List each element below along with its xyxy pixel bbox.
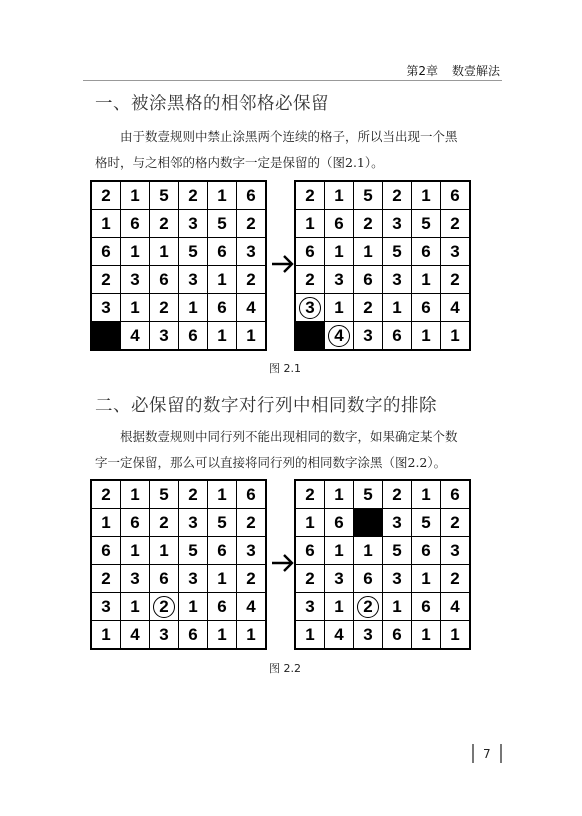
section-2-paragraph xyxy=(95,424,505,476)
grid-cell: 6 xyxy=(412,238,440,265)
running-header xyxy=(406,62,500,79)
grid-cell: 2 xyxy=(296,481,324,508)
grid-cell: 4 xyxy=(441,593,469,620)
grid-cell: 6 xyxy=(412,294,440,321)
grid-cell: 2 xyxy=(150,294,178,321)
grid-cell: 1 xyxy=(325,238,353,265)
grid-cell: 2 xyxy=(237,266,265,293)
grid-cell: 3 xyxy=(179,266,207,293)
grid-cell: 2 xyxy=(150,210,178,237)
grid-cell: 1 xyxy=(121,481,149,508)
grid-cell: 4 xyxy=(121,621,149,648)
circled-cell xyxy=(150,593,178,620)
grid-cell: 1 xyxy=(325,294,353,321)
folio-bar xyxy=(500,744,502,763)
grid-cell: 2 xyxy=(441,565,469,592)
grid-cell: 2 xyxy=(92,481,120,508)
grid-cell: 2 xyxy=(441,266,469,293)
grid-cell: 1 xyxy=(208,565,236,592)
grid-cell: 1 xyxy=(237,322,265,349)
grid-cell: 2 xyxy=(441,509,469,536)
grid-cell: 2 xyxy=(92,266,120,293)
grid-cell: 1 xyxy=(412,621,440,648)
grid-cell: 4 xyxy=(237,294,265,321)
grid-cell: 1 xyxy=(92,509,120,536)
puzzle-grid-2-1-after xyxy=(294,180,471,351)
grid-cell: 3 xyxy=(354,322,382,349)
grid-cell: 1 xyxy=(208,481,236,508)
grid-cell: 3 xyxy=(383,266,411,293)
circled-number: 3 xyxy=(299,297,321,319)
grid-cell: 2 xyxy=(92,182,120,209)
paragraph-line: 格时，与之相邻的格内数字一定是保留的（图2.1）。 xyxy=(95,155,384,170)
grid-cell: 1 xyxy=(383,593,411,620)
grid-cell: 3 xyxy=(121,266,149,293)
grid-cell: 1 xyxy=(296,621,324,648)
grid-cell: 2 xyxy=(237,509,265,536)
grid-cell: 6 xyxy=(412,593,440,620)
grid-cell: 3 xyxy=(325,266,353,293)
grid-cell: 1 xyxy=(325,481,353,508)
grid-cell: 1 xyxy=(296,210,324,237)
circled-number: 4 xyxy=(328,325,350,347)
grid-cell: 1 xyxy=(354,238,382,265)
section-1-paragraph xyxy=(95,124,505,176)
grid-cell: 1 xyxy=(208,322,236,349)
grid-cell: 3 xyxy=(296,593,324,620)
puzzle-grid-2-2-after xyxy=(294,479,471,650)
grid-cell: 1 xyxy=(383,294,411,321)
grid-cell: 3 xyxy=(150,621,178,648)
page-number-box xyxy=(472,744,502,763)
grid-cell: 2 xyxy=(296,565,324,592)
grid-cell: 3 xyxy=(179,210,207,237)
grid-cell: 6 xyxy=(412,537,440,564)
grid-cell: 1 xyxy=(441,322,469,349)
grid-cell: 6 xyxy=(237,182,265,209)
shaded-cell xyxy=(296,322,324,349)
grid-cell: 6 xyxy=(150,266,178,293)
grid-cell: 1 xyxy=(412,565,440,592)
circled-number: 2 xyxy=(153,596,175,618)
paragraph-line: 根据数壹规则中同行列不能出现相同的数字，如果确定某个数 xyxy=(120,429,458,444)
grid-cell: 3 xyxy=(121,565,149,592)
grid-cell: 6 xyxy=(121,210,149,237)
grid-cell: 5 xyxy=(179,238,207,265)
grid-cell: 6 xyxy=(354,565,382,592)
grid-cell: 6 xyxy=(296,537,324,564)
grid-cell: 6 xyxy=(325,210,353,237)
grid-cell: 3 xyxy=(354,621,382,648)
grid-cell: 2 xyxy=(354,294,382,321)
grid-cell: 3 xyxy=(325,565,353,592)
grid-cell: 1 xyxy=(237,621,265,648)
grid-cell: 5 xyxy=(412,210,440,237)
grid-cell: 3 xyxy=(383,210,411,237)
grid-cell: 3 xyxy=(441,537,469,564)
grid-cell: 1 xyxy=(208,182,236,209)
grid-cell: 1 xyxy=(150,537,178,564)
grid-cell: 1 xyxy=(412,322,440,349)
grid-cell: 1 xyxy=(179,294,207,321)
grid-cell: 6 xyxy=(208,294,236,321)
grid-cell: 3 xyxy=(441,238,469,265)
grid-cell: 1 xyxy=(121,182,149,209)
grid-cell: 4 xyxy=(237,593,265,620)
grid-cell: 1 xyxy=(412,266,440,293)
grid-cell: 2 xyxy=(179,481,207,508)
grid-cell: 3 xyxy=(237,537,265,564)
grid-cell: 6 xyxy=(383,322,411,349)
grid-cell: 3 xyxy=(150,322,178,349)
grid-cell: 5 xyxy=(150,481,178,508)
grid-cell: 6 xyxy=(92,537,120,564)
grid-cell: 3 xyxy=(92,294,120,321)
grid-cell: 3 xyxy=(179,509,207,536)
shaded-cell xyxy=(92,322,120,349)
circled-cell xyxy=(354,593,382,620)
grid-cell: 6 xyxy=(121,509,149,536)
grid-cell: 1 xyxy=(121,294,149,321)
paragraph-line: 由于数壹规则中禁止涂黑两个连续的格子，所以当出现一个黑 xyxy=(120,129,458,144)
grid-cell: 6 xyxy=(237,481,265,508)
chapter-title: 数壹解法 xyxy=(451,64,500,78)
grid-cell: 6 xyxy=(150,565,178,592)
grid-cell: 1 xyxy=(412,182,440,209)
grid-cell: 4 xyxy=(325,621,353,648)
grid-cell: 2 xyxy=(354,210,382,237)
grid-cell: 5 xyxy=(150,182,178,209)
shaded-cell xyxy=(354,509,382,536)
grid-cell: 4 xyxy=(441,294,469,321)
grid-cell: 6 xyxy=(179,322,207,349)
chapter-number: 第2章 xyxy=(406,64,438,78)
section-heading-2: 二、必保留的数字对行列中相同数字的排除 xyxy=(95,396,437,416)
grid-cell: 1 xyxy=(325,537,353,564)
grid-cell: 2 xyxy=(383,182,411,209)
grid-cell: 1 xyxy=(208,266,236,293)
grid-cell: 5 xyxy=(383,238,411,265)
page-number: 7 xyxy=(483,746,491,761)
grid-cell: 3 xyxy=(383,565,411,592)
figure-caption-2-2: 图 2.2 xyxy=(269,662,301,675)
grid-cell: 2 xyxy=(383,481,411,508)
paragraph-line: 字一定保留，那么可以直接将同行列的相同数字涂黑（图2.2）。 xyxy=(95,455,447,470)
right-arrow-icon xyxy=(271,551,295,575)
grid-cell: 6 xyxy=(208,537,236,564)
grid-cell: 6 xyxy=(208,593,236,620)
section-heading-1: 一、被涂黑格的相邻格必保留 xyxy=(95,94,329,114)
grid-cell: 5 xyxy=(208,210,236,237)
grid-cell: 4 xyxy=(121,322,149,349)
grid-cell: 5 xyxy=(208,509,236,536)
grid-cell: 1 xyxy=(92,210,120,237)
grid-cell: 6 xyxy=(354,266,382,293)
grid-cell: 1 xyxy=(121,238,149,265)
header-rule xyxy=(83,80,502,81)
grid-cell: 1 xyxy=(354,537,382,564)
grid-cell: 1 xyxy=(325,182,353,209)
grid-cell: 6 xyxy=(179,621,207,648)
grid-cell: 2 xyxy=(296,266,324,293)
grid-cell: 1 xyxy=(121,593,149,620)
grid-cell: 1 xyxy=(296,509,324,536)
grid-cell: 3 xyxy=(237,238,265,265)
grid-cell: 2 xyxy=(237,565,265,592)
grid-cell: 2 xyxy=(296,182,324,209)
right-arrow-icon xyxy=(271,252,295,276)
grid-cell: 5 xyxy=(354,481,382,508)
circled-cell xyxy=(325,322,353,349)
grid-cell: 6 xyxy=(208,238,236,265)
grid-cell: 3 xyxy=(383,509,411,536)
grid-cell: 2 xyxy=(237,210,265,237)
grid-cell: 1 xyxy=(412,481,440,508)
grid-cell: 6 xyxy=(325,509,353,536)
grid-cell: 6 xyxy=(383,621,411,648)
circled-number: 2 xyxy=(357,596,379,618)
grid-cell: 6 xyxy=(92,238,120,265)
grid-cell: 2 xyxy=(92,565,120,592)
grid-cell: 5 xyxy=(383,537,411,564)
grid-cell: 5 xyxy=(354,182,382,209)
circled-cell xyxy=(296,294,324,321)
grid-cell: 2 xyxy=(179,182,207,209)
grid-cell: 6 xyxy=(441,481,469,508)
puzzle-grid-2-2-before xyxy=(90,479,267,650)
puzzle-grid-2-1-before xyxy=(90,180,267,351)
grid-cell: 1 xyxy=(92,621,120,648)
grid-cell: 2 xyxy=(150,509,178,536)
grid-cell: 5 xyxy=(179,537,207,564)
grid-cell: 1 xyxy=(121,537,149,564)
grid-cell: 2 xyxy=(441,210,469,237)
grid-cell: 1 xyxy=(325,593,353,620)
grid-cell: 6 xyxy=(441,182,469,209)
grid-cell: 1 xyxy=(441,621,469,648)
grid-cell: 6 xyxy=(296,238,324,265)
grid-cell: 5 xyxy=(412,509,440,536)
grid-cell: 3 xyxy=(92,593,120,620)
grid-cell: 1 xyxy=(208,621,236,648)
figure-caption-2-1: 图 2.1 xyxy=(269,362,301,375)
grid-cell: 3 xyxy=(179,565,207,592)
grid-cell: 1 xyxy=(150,238,178,265)
grid-cell: 1 xyxy=(179,593,207,620)
